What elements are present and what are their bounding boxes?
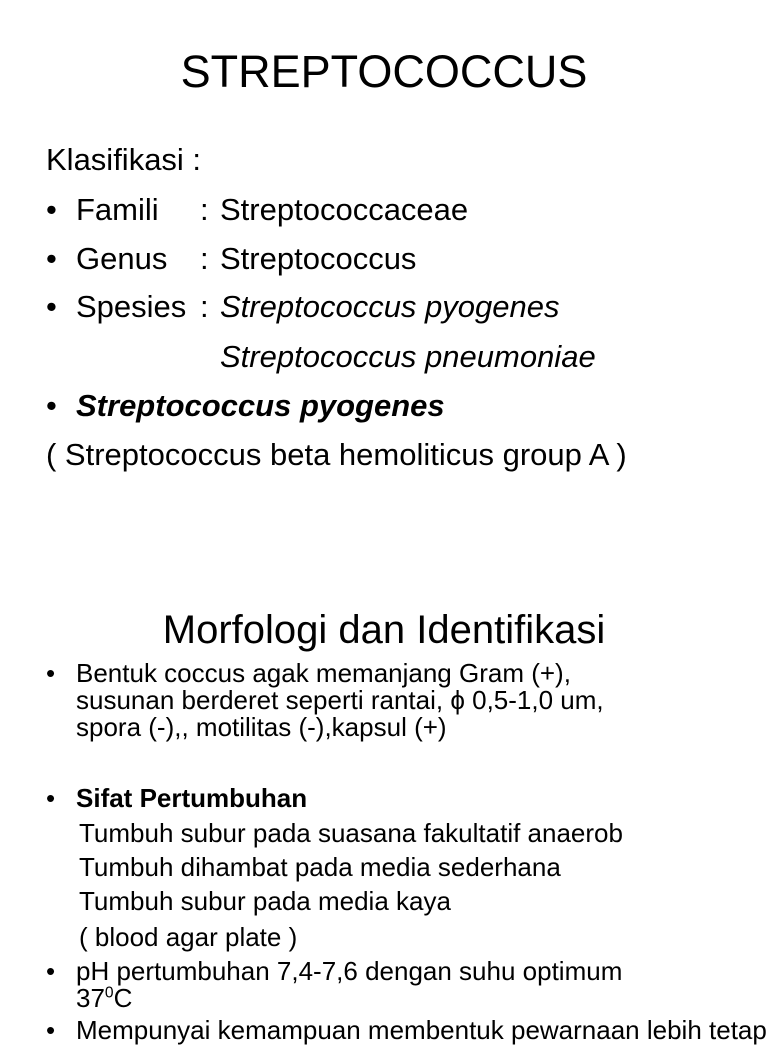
cut-off-line: Mempunyai kemampuan membentuk pewarnaan lebih tetap — [76, 1015, 767, 1045]
bullet: • — [46, 1015, 56, 1045]
bullet: • — [46, 289, 57, 324]
genus-value: Streptococcus — [220, 241, 417, 276]
bullet: • — [46, 956, 56, 986]
growth-line: Tumbuh subur pada media kaya — [79, 886, 451, 916]
ph-temperature: $37^0C$ — [76, 983, 133, 1013]
genus-label: Genus — [76, 241, 168, 276]
morph-line: Bentuk coccus agak memanjang Gram (+), — [76, 658, 571, 688]
growth-line: ( blood agar plate ) — [79, 922, 298, 952]
morphology-text — [76, 660, 736, 741]
famili-label: Famili — [76, 192, 159, 227]
morph-line: susunan berderet seperti rantai, ϕ 0,5-1,0 um, — [76, 685, 604, 715]
spesies-value-1: Streptococcus pyogenes — [220, 289, 560, 324]
growth-line: Tumbuh dihambat pada media sederhana — [79, 852, 561, 882]
spesies-label: Spesies — [76, 289, 187, 324]
group-note: ( Streptococcus beta hemoliticus group A ) — [46, 437, 627, 472]
spesies-colon: : — [200, 289, 209, 324]
slide-title: STREPTOCOCCUS — [180, 46, 588, 97]
ph-text — [76, 958, 736, 1012]
growth-line: Tumbuh subur pada suasana fakultatif anaerob — [79, 818, 623, 848]
highlight-species: Streptococcus pyogenes — [76, 388, 445, 423]
slide-title: Morfologi dan Identifikasi — [162, 608, 606, 652]
slide-1 — [0, 0, 768, 512]
bullet: • — [46, 192, 57, 227]
genus-colon: : — [200, 241, 209, 276]
bullet: • — [46, 388, 57, 423]
bullet: • — [46, 783, 56, 813]
bullet: • — [46, 241, 57, 276]
bullet: • — [46, 658, 56, 688]
growth-heading: Sifat Pertumbuhan — [76, 783, 308, 813]
slide-2 — [0, 512, 768, 1045]
famili-value: Streptococcaceae — [220, 192, 469, 227]
spesies-value-2: Streptococcus pneumoniae — [220, 339, 596, 374]
famili-colon: : — [200, 192, 209, 227]
klasifikasi-label: Klasifikasi : — [46, 142, 202, 177]
morph-line: spora (-),, motilitas (-),kapsul (+) — [76, 712, 447, 742]
ph-line: pH pertumbuhan 7,4-7,6 dengan suhu optimum — [76, 956, 623, 986]
